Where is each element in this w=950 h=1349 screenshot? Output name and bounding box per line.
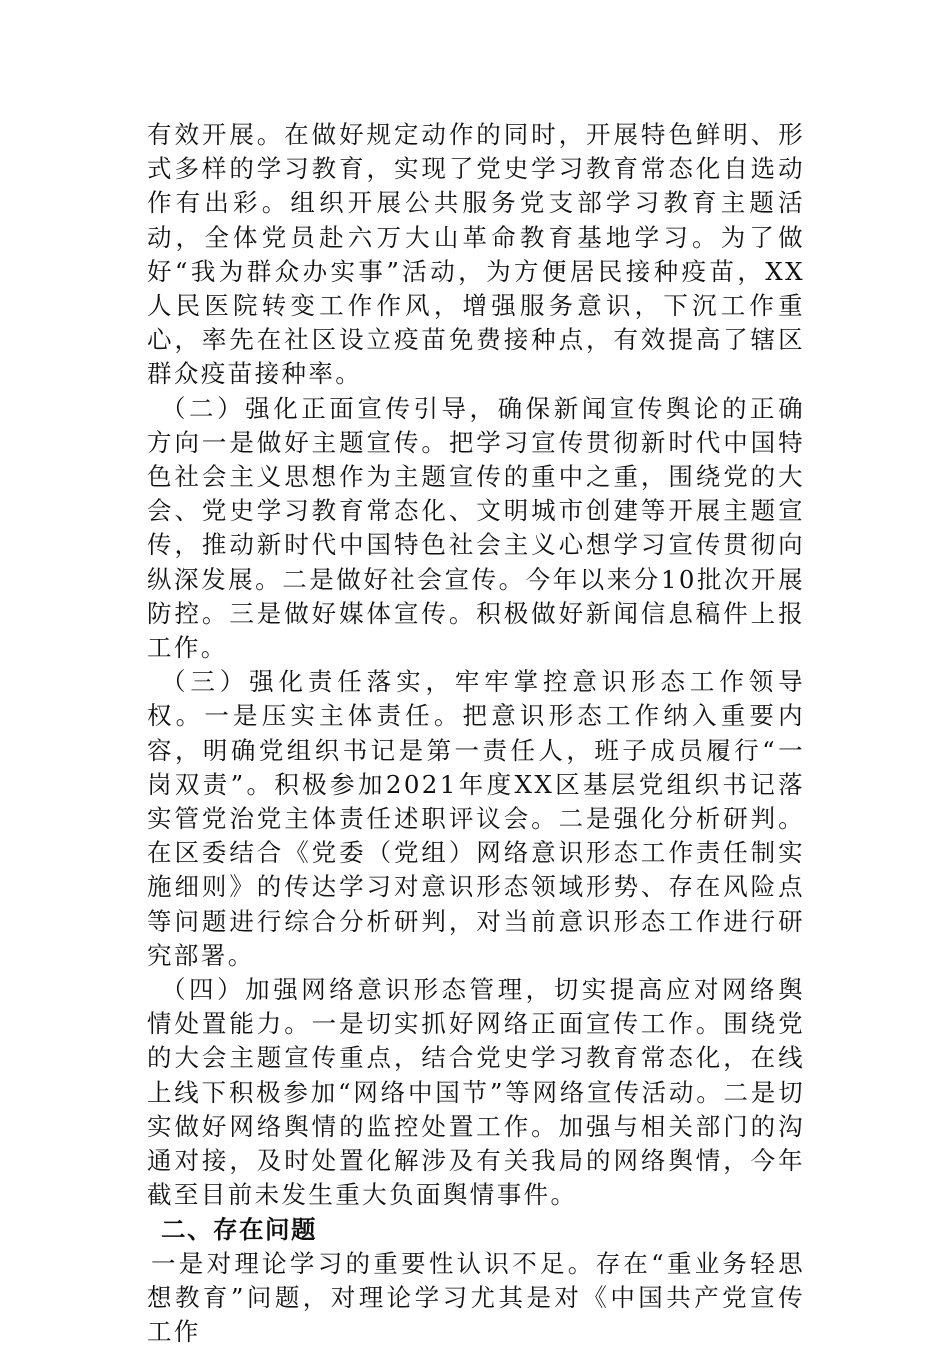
paragraph-problem-1: 一是对理论学习的重要性认识不足。存在“重业务轻思想教育”问题，对理论学习尤其是对《中国共产党宣传工作: [147, 1248, 805, 1347]
paragraph-section-4: （四）加强网络意识形态管理，切实提高应对网络舆情处置能力。一是切实抓好网络正面宣传工作。围绕党的大会主题宣传重点，结合党史学习教育常态化，在线上线下积极参加“网络中国节”等网络宣传活动。二是切实做好网络舆情的监控处置工作。加强与相关部门的沟通对接，及时处置化解涉及有关我局的网络舆情，今年截至目前未发生重大负面舆情事件。: [147, 975, 805, 1210]
document-page: [147, 118, 805, 1349]
paragraph-continuation: 有效开展。在做好规定动作的同时，开展特色鲜明、形式多样的学习教育，实现了党史学习教育常态化自选动作有出彩。组织开展公共服务党支部学习教育主题活动，全体党员赴六万大山革命教育基地学习。为了做好“我为群众办实事”活动，为方便居民接种疫苗，XX人民医院转变工作作风，增强服务意识，下沉工作重心，率先在社区设立疫苗免费接种点，有效提高了辖区群众疫苗接种率。: [147, 120, 805, 389]
paragraph-section-3: （三）强化责任落实，牢牢掌控意识形态工作领导权。一是压实主体责任。把意识形态工作纳入重要内容，明确党组织书记是第一责任人，班子成员履行“一岗双责”。积极参加2021年度XX区基层党组织书记落实管党治党主体责任述职评议会。二是强化分析研判。在区委结合《党委（党组）网络意识形态工作责任制实施细则》的传达学习对意识形态领域形势、存在风险点等问题进行综合分析研判，对当前意识形态工作进行研究部署。: [147, 667, 805, 970]
paragraph-section-2: （二）强化正面宣传引导，确保新闻宣传舆论的正确方向一是做好主题宣传。把学习宣传贯彻新时代中国特色社会主义思想作为主题宣传的重中之重，围绕党的大会、党史学习教育常态化、文明城市创建等开展主题宣传，推动新时代中国特色社会主义心想学习宣传贯彻向纵深发展。二是做好社会宣传。今年以来分10批次开展防控。三是做好媒体宣传。积极做好新闻信息稿件上报工作。: [147, 393, 805, 663]
section-heading-problems: 二、存在问题: [161, 1214, 317, 1244]
